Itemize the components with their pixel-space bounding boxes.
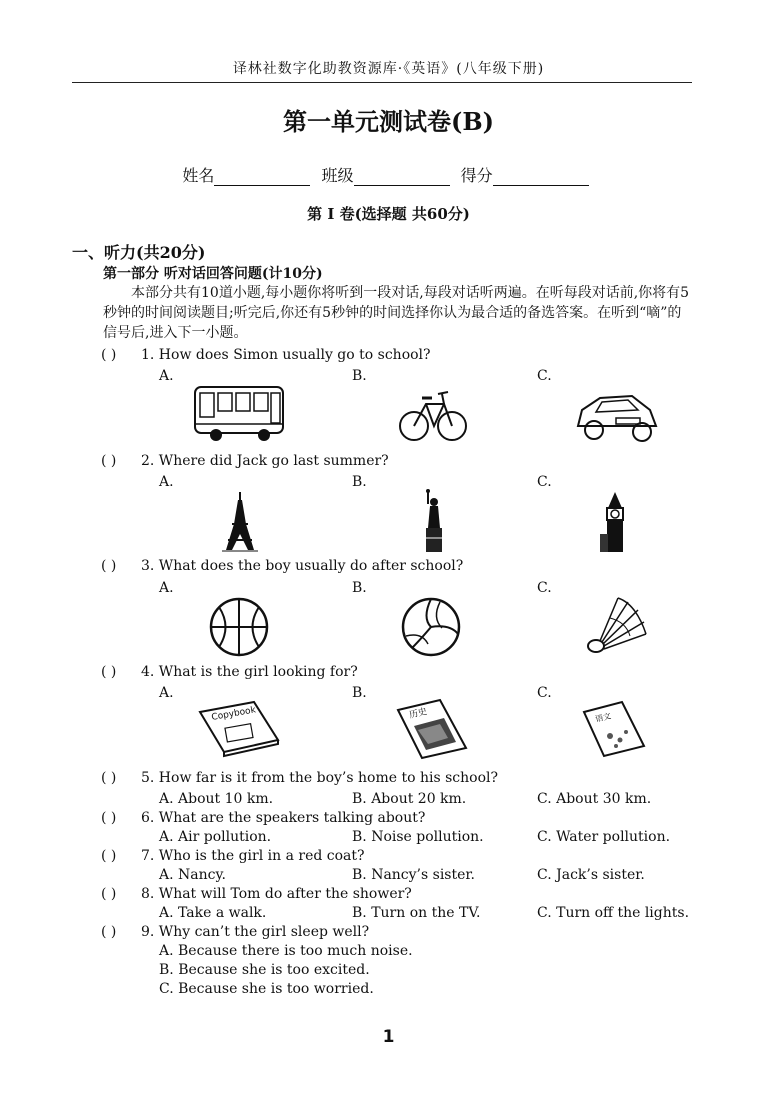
answer-bracket[interactable]: ( ) bbox=[101, 347, 117, 363]
question-5 bbox=[101, 770, 498, 786]
question-7 bbox=[101, 848, 365, 864]
history-book-icon[interactable] bbox=[396, 698, 470, 762]
question-text: 3. What does the boy usually do after school? bbox=[141, 558, 464, 574]
copybook-label: Copybook bbox=[210, 705, 257, 723]
score-blank[interactable] bbox=[493, 169, 589, 186]
name-label: 姓名 bbox=[182, 166, 215, 185]
answer-bracket[interactable]: ( ) bbox=[101, 886, 117, 902]
header-rule bbox=[72, 82, 692, 83]
option-b[interactable]: B. About 20 km. bbox=[352, 791, 467, 807]
statue-of-liberty-icon[interactable] bbox=[420, 488, 448, 554]
option-label: A. bbox=[159, 474, 174, 490]
question-text: 9. Why can’t the girl sleep well? bbox=[141, 924, 370, 940]
eiffel-tower-icon[interactable] bbox=[218, 490, 262, 554]
history-label: 历史 bbox=[408, 706, 429, 721]
car-icon[interactable] bbox=[572, 388, 660, 448]
option-c[interactable]: C. Turn off the lights. bbox=[537, 905, 690, 921]
answer-bracket[interactable]: ( ) bbox=[101, 558, 117, 574]
option-label: C. bbox=[537, 580, 552, 596]
option-label: B. bbox=[352, 580, 367, 596]
name-blank[interactable] bbox=[214, 169, 310, 186]
volleyball-icon[interactable] bbox=[400, 596, 462, 658]
answer-bracket[interactable]: ( ) bbox=[101, 924, 117, 940]
question-text: 7. Who is the girl in a red coat? bbox=[141, 848, 365, 864]
answer-bracket[interactable]: ( ) bbox=[101, 453, 117, 469]
question-4 bbox=[101, 664, 358, 680]
option-a[interactable]: A. Air pollution. bbox=[159, 829, 272, 845]
option-c[interactable]: C. Because she is too worried. bbox=[159, 981, 374, 997]
question-text: 1. How does Simon usually go to school? bbox=[141, 347, 431, 363]
question-6 bbox=[101, 810, 425, 826]
option-a[interactable]: A. About 10 km. bbox=[159, 791, 274, 807]
answer-bracket[interactable]: ( ) bbox=[101, 848, 117, 864]
question-text: 5. How far is it from the boy’s home to his school? bbox=[141, 770, 498, 786]
page-title: 第一单元测试卷(B) bbox=[283, 107, 494, 136]
question-text: 6. What are the speakers talking about? bbox=[141, 810, 426, 826]
question-3 bbox=[101, 558, 463, 574]
answer-bracket[interactable]: ( ) bbox=[101, 810, 117, 826]
option-label: C. bbox=[537, 685, 552, 701]
option-b[interactable]: B. Because she is too excited. bbox=[159, 962, 370, 978]
question-1 bbox=[101, 347, 431, 363]
question-text: 2. Where did Jack go last summer? bbox=[141, 453, 389, 469]
chinese-label: 语文 bbox=[594, 711, 613, 724]
option-label: A. bbox=[159, 368, 174, 384]
question-text: 8. What will Tom do after the shower? bbox=[141, 886, 412, 902]
page-header: 译林社数字化助教资源库·《英语》(八年级下册) bbox=[232, 61, 545, 77]
answer-bracket[interactable]: ( ) bbox=[101, 770, 117, 786]
section-heading: 一、听力(共20分) bbox=[72, 243, 206, 262]
class-label: 班级 bbox=[321, 166, 354, 185]
shuttlecock-icon[interactable] bbox=[586, 594, 648, 656]
option-a[interactable]: A. Take a walk. bbox=[159, 905, 267, 921]
option-b[interactable]: B. Nancy’s sister. bbox=[352, 867, 475, 883]
option-label: B. bbox=[352, 685, 367, 701]
copybook-icon[interactable] bbox=[198, 700, 280, 758]
option-label: A. bbox=[159, 685, 174, 701]
volume-heading: 第 I 卷(选择题 共60分) bbox=[307, 205, 470, 223]
option-label: A. bbox=[159, 580, 174, 596]
big-ben-icon[interactable] bbox=[598, 490, 632, 554]
option-label: B. bbox=[352, 368, 367, 384]
bicycle-icon[interactable] bbox=[398, 384, 468, 446]
option-label: C. bbox=[537, 368, 552, 384]
option-b[interactable]: B. Turn on the TV. bbox=[352, 905, 481, 921]
class-blank[interactable] bbox=[354, 169, 450, 186]
option-a[interactable]: A. Nancy. bbox=[159, 867, 226, 883]
option-label: B. bbox=[352, 474, 367, 490]
chinese-book-icon[interactable] bbox=[582, 700, 646, 760]
student-info-line bbox=[0, 163, 777, 186]
option-a[interactable]: A. Because there is too much noise. bbox=[159, 943, 413, 959]
question-text: 4. What is the girl looking for? bbox=[141, 664, 358, 680]
basketball-icon[interactable] bbox=[208, 596, 270, 658]
question-8 bbox=[101, 886, 412, 902]
question-2 bbox=[101, 453, 389, 469]
part-heading: 第一部分 听对话回答问题(计10分) bbox=[103, 266, 323, 282]
bus-icon[interactable] bbox=[192, 384, 288, 444]
option-c[interactable]: C. Jack’s sister. bbox=[537, 867, 645, 883]
page-number: 1 bbox=[382, 1027, 395, 1047]
option-c[interactable]: C. About 30 km. bbox=[537, 791, 652, 807]
question-9 bbox=[101, 924, 369, 940]
score-label: 得分 bbox=[460, 166, 493, 185]
option-c[interactable]: C. Water pollution. bbox=[537, 829, 671, 845]
option-b[interactable]: B. Noise pollution. bbox=[352, 829, 484, 845]
instructions-paragraph: 本部分共有10道小题,每小题你将听到一段对话,每段对话听两遍。在听每段对话前,你将有5秒钟的时间阅读题目;听完后,你还有5秒钟的时间选择你认为最合适的备选答案。在听到“嘀”的信号后,进入下一小题。 bbox=[103, 285, 690, 341]
answer-bracket[interactable]: ( ) bbox=[101, 664, 117, 680]
option-label: C. bbox=[537, 474, 552, 490]
